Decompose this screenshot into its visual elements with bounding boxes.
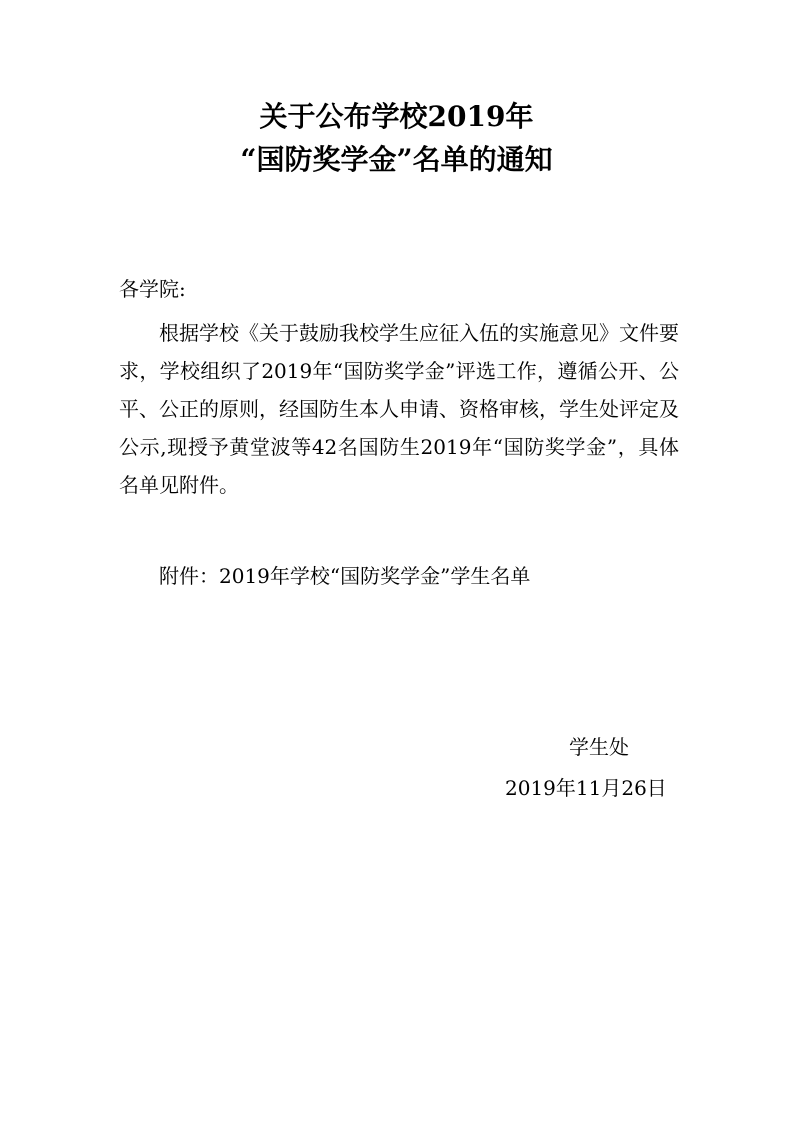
- document-title-line-2: “国防奖学金”名单的通知: [240, 143, 553, 176]
- attachment-line: 附件：2019年学校“国防奖学金”学生名单: [159, 564, 531, 588]
- body-paragraph: 根据学校《关于鼓励我校学生应征入伍的实施意见》文件要求，学校组织了2019年“国防奖学金”评选工作，遵循公开、公平、公正的原则，经国防生本人申请、资格审核，学生处评定及公示,现授予黄堂波等42名国防生2019年“国防奖学金”，具体名单见附件。: [119, 321, 679, 497]
- signer: 学生处: [569, 735, 629, 759]
- salutation: 各学院:: [119, 277, 186, 301]
- issue-date: 2019年11月26日: [505, 776, 667, 800]
- document-title-line-1: 关于公布学校2019年: [259, 100, 534, 133]
